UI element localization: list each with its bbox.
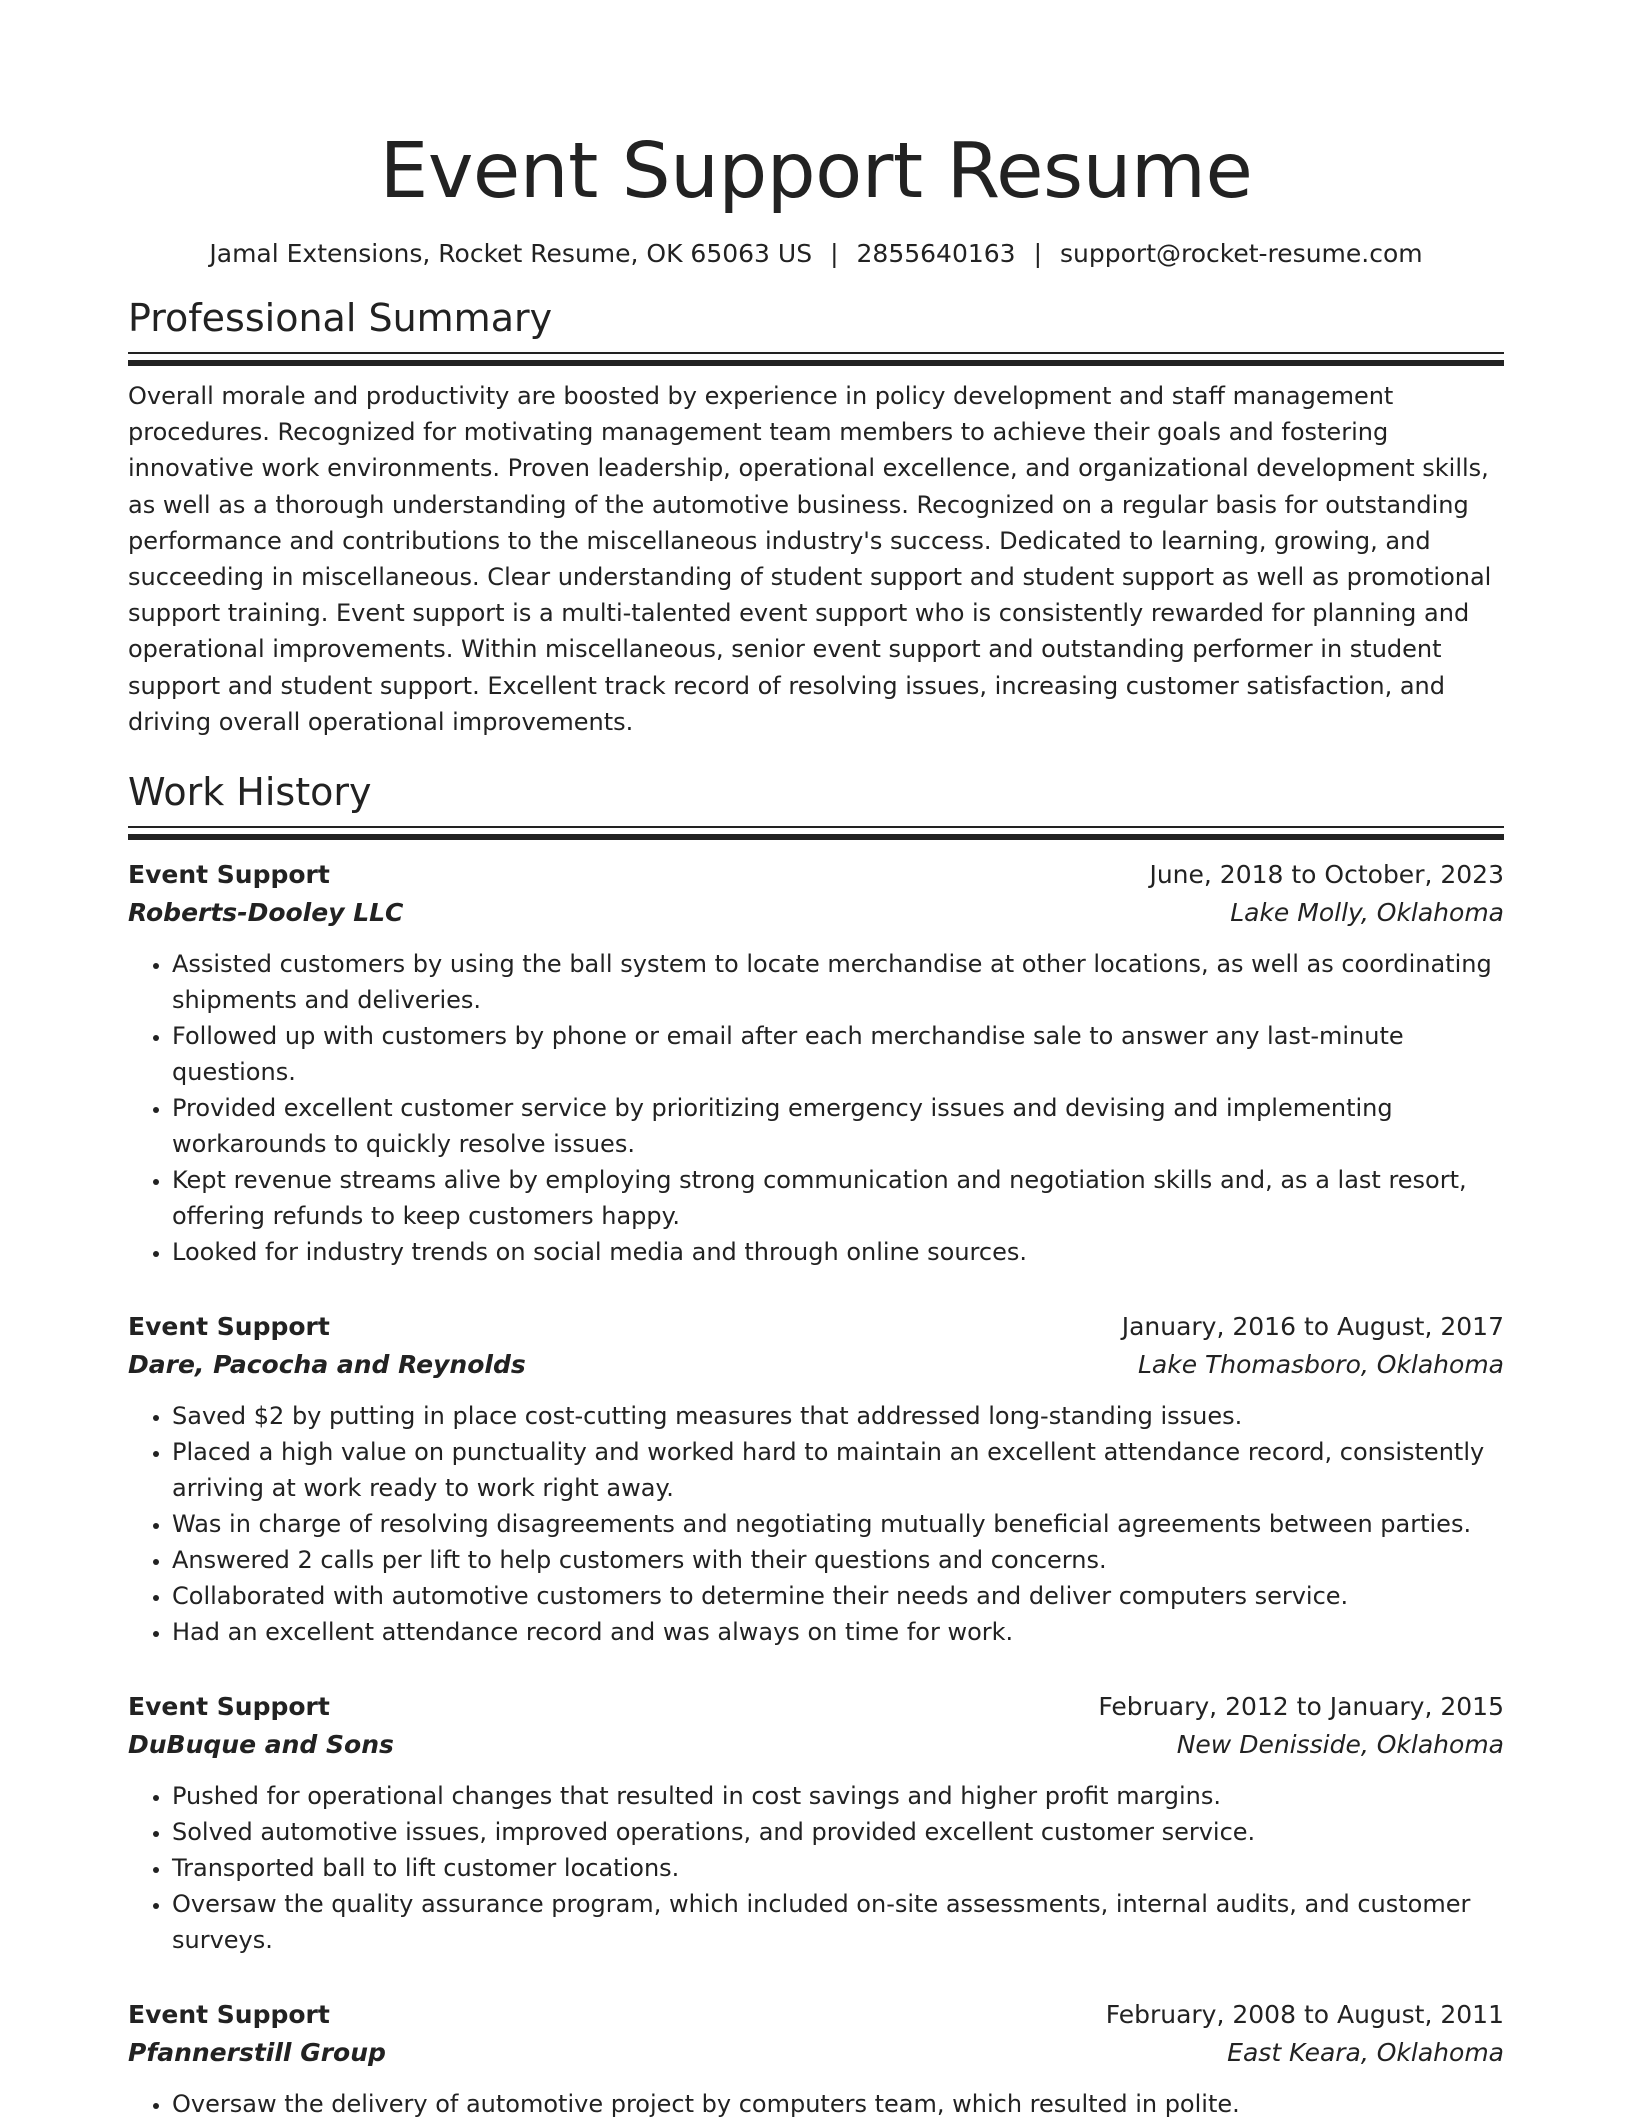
contact-address: Jamal Extensions, Rocket Resume, OK 65063 US	[209, 239, 813, 268]
job-dates: June, 2018 to October, 2023	[1149, 860, 1504, 890]
list-item: • Pushed for operational changes that resulted in cost savings and higher profit margins.	[172, 1778, 1504, 1814]
summary-text: Overall morale and productivity are boosted by experience in policy development and staff management procedures. Recognized for motivating management team members to achieve their goals and fostering innovative work environments. Proven leadership, operational excellence, and organizational development skills, as well as a thorough understanding of the automotive business. Recognized on a regular basis for outstanding performance and contributions to the miscellaneous industry's success. Dedicated to learning, growing, and succeeding in miscellaneous. Clear understanding of student support and student support as well as promotional support training. Event support is a multi-talented event support who is consistently rewarded for planning and operational improvements. Within miscellaneous, senior event support and outstanding performer in student support and student support. Excellent track record of resolving issues, increasing customer satisfaction, and driving overall operational improvements.	[128, 382, 1492, 736]
section-heading-summary: Professional Summary	[128, 294, 1504, 354]
job-entry	[128, 1996, 1504, 2122]
job-entry	[128, 856, 1504, 1270]
job-company: Dare, Pacocha and Reynolds	[128, 1350, 526, 1380]
job-company: Roberts-Dooley LLC	[128, 898, 404, 928]
job-location: New Denisside, Oklahoma	[1176, 1730, 1504, 1760]
job-company-row	[128, 2034, 1504, 2072]
job-title: Event Support	[128, 1692, 330, 1722]
list-item: • Transported ball to lift customer locations.	[172, 1850, 1504, 1886]
job-bullet-list	[128, 1398, 1504, 1650]
job-title: Event Support	[128, 860, 330, 890]
resume-page	[128, 0, 1504, 2122]
list-item: • Saved $2 by putting in place cost-cutting measures that addressed long-standing issues.	[172, 1398, 1504, 1434]
job-header-row	[128, 1688, 1504, 1726]
job-company-row	[128, 1726, 1504, 1764]
list-item: • Assisted customers by using the ball system to locate merchandise at other locations, as well as coordinating shipments and deliveries.	[172, 946, 1504, 1018]
job-bullet-list	[128, 1778, 1504, 1958]
section-divider	[128, 834, 1504, 840]
list-item: • Kept revenue streams alive by employing strong communication and negotiation skills and, as a last resort, offering refunds to keep customers happy.	[172, 1162, 1504, 1234]
job-header-row	[128, 856, 1504, 894]
job-company: DuBuque and Sons	[128, 1730, 394, 1760]
work-history-section	[128, 768, 1504, 2122]
job-entry	[128, 1308, 1504, 1650]
section-heading-work: Work History	[128, 768, 1504, 828]
list-item: • Had an excellent attendance record and was always on time for work.	[172, 1614, 1504, 1650]
professional-summary-section	[128, 294, 1504, 740]
list-item: • Placed a high value on punctuality and worked hard to maintain an excellent attendance record, consistently arriving at work ready to work right away.	[172, 1434, 1504, 1506]
job-bullet-list	[128, 2086, 1504, 2122]
contact-separator: |	[830, 239, 839, 268]
job-title: Event Support	[128, 2000, 330, 2030]
job-location: Lake Thomasboro, Oklahoma	[1137, 1350, 1504, 1380]
job-bullet-list	[128, 946, 1504, 1270]
job-company-row	[128, 1346, 1504, 1384]
list-item: • Oversaw the delivery of automotive project by computers team, which resulted in polite.	[172, 2086, 1504, 2122]
list-item: • Solved automotive issues, improved operations, and provided excellent customer service.	[172, 1814, 1504, 1850]
job-company: Pfannerstill Group	[128, 2038, 386, 2068]
section-divider	[128, 360, 1504, 366]
list-item: • Oversaw the quality assurance program, which included on-site assessments, internal audits, and customer surveys.	[172, 1886, 1504, 1958]
job-entry	[128, 1688, 1504, 1958]
job-location: East Keara, Oklahoma	[1227, 2038, 1504, 2068]
list-item: • Was in charge of resolving disagreements and negotiating mutually beneficial agreements between parties.	[172, 1506, 1504, 1542]
job-company-row	[128, 894, 1504, 932]
contact-phone: 2855640163	[856, 239, 1016, 268]
job-list	[128, 856, 1504, 2122]
list-item: • Looked for industry trends on social media and through online sources.	[172, 1234, 1504, 1270]
list-item: • Answered 2 calls per lift to help customers with their questions and concerns.	[172, 1542, 1504, 1578]
list-item: • Provided excellent customer service by prioritizing emergency issues and devising and implementing workarounds to quickly resolve issues.	[172, 1090, 1504, 1162]
job-dates: January, 2016 to August, 2017	[1121, 1312, 1504, 1342]
job-dates: February, 2008 to August, 2011	[1105, 2000, 1504, 2030]
contact-separator: |	[1033, 239, 1043, 268]
contact-line	[128, 236, 1504, 272]
contact-email: support@rocket-resume.com	[1060, 239, 1423, 268]
job-title: Event Support	[128, 1312, 330, 1342]
job-location: Lake Molly, Oklahoma	[1230, 898, 1504, 928]
job-header-row	[128, 1308, 1504, 1346]
page-title: Event Support Resume	[379, 127, 1253, 216]
list-item: • Collaborated with automotive customers to determine their needs and deliver computers service.	[172, 1578, 1504, 1614]
job-dates: February, 2012 to January, 2015	[1098, 1692, 1504, 1722]
list-item: • Followed up with customers by phone or email after each merchandise sale to answer any last-minute questions.	[172, 1018, 1504, 1090]
job-header-row	[128, 1996, 1504, 2034]
